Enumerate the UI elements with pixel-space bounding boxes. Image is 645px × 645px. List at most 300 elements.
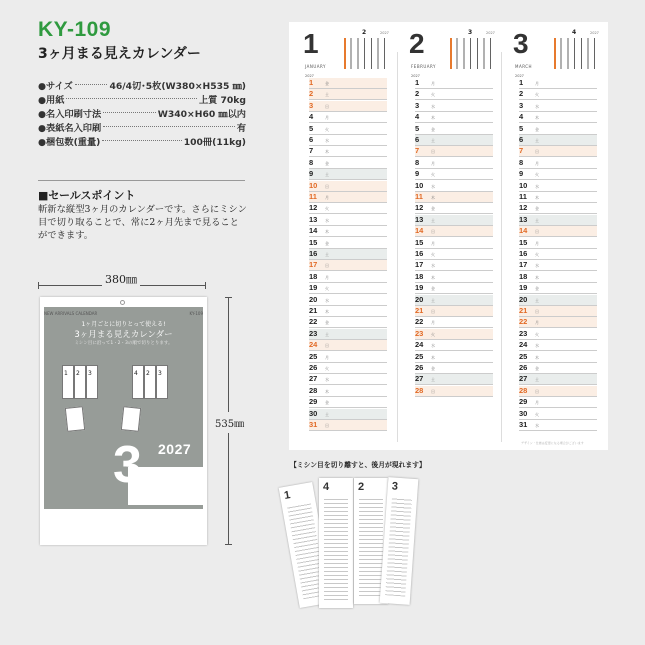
weekday: 月 xyxy=(535,320,539,326)
day-row xyxy=(309,272,387,283)
cover-panel-number: 4 xyxy=(134,370,138,377)
weekday: 火 xyxy=(535,411,539,417)
day-row xyxy=(309,135,387,146)
spec-row xyxy=(38,78,246,92)
cover-panel-left xyxy=(74,365,86,399)
day-number: 9 xyxy=(519,169,524,179)
weekday: 火 xyxy=(325,286,329,292)
day-number: 18 xyxy=(519,271,528,281)
day-row xyxy=(415,283,493,294)
sheet-lines xyxy=(359,498,383,596)
weekday: 木 xyxy=(535,195,539,200)
weekday: 金 xyxy=(431,366,435,371)
weekday: 火 xyxy=(325,126,329,132)
cover-panel-number: 1 xyxy=(64,370,68,377)
weekday: 月 xyxy=(535,400,539,406)
day-row xyxy=(519,260,597,271)
mini-calendar-grid xyxy=(450,38,497,69)
day-row xyxy=(519,283,597,294)
day-number: 27 xyxy=(519,374,528,384)
cover-tear-sheet xyxy=(121,406,141,432)
weekday: 木 xyxy=(535,354,539,360)
day-number: 6 xyxy=(519,135,524,144)
day-number: 16 xyxy=(519,249,528,258)
day-row xyxy=(415,158,493,169)
day-number: 4 xyxy=(415,112,420,122)
weekday: 木 xyxy=(325,388,329,394)
day-row xyxy=(309,226,387,237)
day-number: 10 xyxy=(415,180,424,190)
day-row xyxy=(519,158,597,169)
day-row xyxy=(519,363,597,374)
month-name: FEBRUARY xyxy=(411,64,436,69)
day-number: 4 xyxy=(519,112,524,122)
day-row xyxy=(519,238,597,249)
sheet-number: 4 xyxy=(323,481,330,493)
day-row xyxy=(415,272,493,283)
weekday: 月 xyxy=(535,160,539,166)
day-row xyxy=(309,89,387,100)
weekday: 日 xyxy=(325,103,329,109)
day-row xyxy=(309,352,387,363)
spec-row xyxy=(38,92,246,106)
spec-key: ●名入印刷寸法 xyxy=(38,109,102,120)
day-number: 28 xyxy=(519,385,528,395)
day-row xyxy=(309,124,387,135)
day-row xyxy=(519,295,597,306)
weekday: 木 xyxy=(535,115,539,121)
cover-tear-sheet xyxy=(65,406,85,432)
day-row xyxy=(519,397,597,408)
spec-leader xyxy=(66,98,197,99)
day-number: 25 xyxy=(519,351,528,361)
day-number: 27 xyxy=(309,374,318,384)
day-row xyxy=(519,101,597,112)
spec-row xyxy=(38,106,246,120)
weekday: 日 xyxy=(431,149,435,155)
day-row xyxy=(309,158,387,169)
day-number: 23 xyxy=(309,328,318,338)
cover-subtitle: 1ヶ月ごとに切りとって使える! xyxy=(81,321,166,328)
day-row xyxy=(519,329,597,340)
weekday: 水 xyxy=(535,183,539,189)
day-row xyxy=(309,169,387,180)
section-divider xyxy=(38,180,245,181)
day-number: 12 xyxy=(309,203,318,213)
day-row xyxy=(415,215,493,226)
day-number: 21 xyxy=(519,306,528,315)
day-row xyxy=(309,329,387,340)
weekday: 木 xyxy=(431,354,435,360)
weekday: 火 xyxy=(535,92,539,98)
day-number: 17 xyxy=(309,260,318,270)
cover-panel-right xyxy=(144,365,156,399)
spec-value: 100冊(11kg) xyxy=(183,137,246,148)
weekday: 日 xyxy=(535,229,539,235)
day-row xyxy=(309,112,387,123)
weekday: 水 xyxy=(431,263,435,269)
weekday: 金 xyxy=(325,81,329,86)
day-row xyxy=(309,101,387,112)
weekday: 水 xyxy=(325,138,329,143)
weekday: 金 xyxy=(325,160,329,166)
weekday: 木 xyxy=(431,115,435,121)
weekday: 日 xyxy=(535,388,539,394)
day-row xyxy=(415,249,493,260)
cover-title: 3ヶ月まる見えカレンダー xyxy=(74,330,173,340)
perforation-line xyxy=(501,52,502,442)
day-number: 28 xyxy=(309,385,318,395)
day-number: 2 xyxy=(309,89,314,99)
mini-calendar-grid xyxy=(344,38,391,69)
day-number: 12 xyxy=(519,203,528,213)
day-row xyxy=(309,146,387,157)
cover-calendar-label: CALENDAR xyxy=(160,479,197,486)
day-number: 20 xyxy=(309,294,318,304)
weekday: 月 xyxy=(431,160,435,166)
day-number: 31 xyxy=(519,420,528,429)
day-row xyxy=(309,249,387,260)
month-year: 2027 xyxy=(411,74,420,78)
day-row xyxy=(519,112,597,123)
weekday: 土 xyxy=(325,92,329,98)
cover-top-left: NEW ARRIVALS CALENDAR xyxy=(44,311,98,316)
weekday: 金 xyxy=(325,400,329,406)
weekday: 水 xyxy=(325,377,329,383)
weekday: 月 xyxy=(535,81,539,86)
day-number: 22 xyxy=(415,317,424,327)
cover-panel-left xyxy=(62,365,74,399)
day-row xyxy=(519,306,597,317)
day-row xyxy=(309,295,387,306)
weekday: 土 xyxy=(535,217,539,223)
day-row xyxy=(519,135,597,146)
day-number: 19 xyxy=(309,283,318,293)
weekday: 月 xyxy=(325,354,329,360)
weekday: 木 xyxy=(325,309,329,314)
cover-description: ミシン目に沿って1・2・3の順で切りとります。 xyxy=(74,341,173,346)
day-row xyxy=(415,124,493,135)
spec-leader xyxy=(75,84,108,85)
day-number: 13 xyxy=(309,214,318,224)
day-number: 18 xyxy=(415,271,424,281)
day-row xyxy=(415,260,493,271)
day-number: 23 xyxy=(415,328,424,338)
day-row xyxy=(309,215,387,226)
month-name: MARCH xyxy=(515,64,533,69)
weekday: 水 xyxy=(431,183,435,189)
weekday: 月 xyxy=(431,320,435,326)
cover-panel-number: 2 xyxy=(76,370,80,377)
weekday: 月 xyxy=(431,81,435,86)
sales-point-text: 斬新な縦型3ヶ月のカレンダーです。さらにミシン目で切り取ることで、常に2ヶ月先まで見ることができます。 xyxy=(38,204,247,241)
weekday: 金 xyxy=(535,286,539,292)
weekday: 火 xyxy=(431,172,435,178)
sheet-number: 1 xyxy=(283,489,292,502)
weekday: 土 xyxy=(325,172,329,178)
mini-calendar-sunday xyxy=(450,38,452,69)
product-code: KY-109 xyxy=(38,18,112,41)
day-number: 8 xyxy=(309,157,314,167)
day-row xyxy=(415,238,493,249)
weekday: 日 xyxy=(431,229,435,235)
weekday: 木 xyxy=(325,149,329,155)
day-number: 3 xyxy=(519,100,524,110)
cover-top-right: KY-109 xyxy=(189,311,203,316)
day-number: 14 xyxy=(415,226,424,236)
day-row xyxy=(415,352,493,363)
day-number: 6 xyxy=(415,135,420,144)
day-row xyxy=(519,272,597,283)
day-row xyxy=(415,192,493,203)
spec-row xyxy=(38,134,246,148)
day-number: 29 xyxy=(309,397,318,407)
cut-note: 【ミシン目を切り離すと、後月が現れます】 xyxy=(290,461,426,469)
mini-calendar-month: 2 xyxy=(362,29,367,36)
day-row xyxy=(309,386,387,397)
day-number: 10 xyxy=(309,180,318,190)
cover-panel-right xyxy=(156,365,168,399)
day-number: 5 xyxy=(309,123,314,133)
weekday: 土 xyxy=(325,252,329,257)
day-number: 22 xyxy=(309,317,318,327)
weekday: 木 xyxy=(325,229,329,235)
cover-big-number: 3 xyxy=(113,436,142,494)
day-row xyxy=(519,226,597,237)
day-number: 2 xyxy=(415,89,420,99)
day-number: 28 xyxy=(415,385,424,395)
weekday: 火 xyxy=(535,331,539,337)
sheet-lines xyxy=(385,497,412,596)
weekday: 火 xyxy=(431,92,435,98)
day-row xyxy=(309,409,387,420)
spec-leader xyxy=(103,126,235,127)
day-row xyxy=(519,181,597,192)
month-column xyxy=(407,22,501,450)
day-number: 10 xyxy=(519,180,528,190)
weekday: 月 xyxy=(431,240,435,246)
day-number: 23 xyxy=(519,328,528,338)
month-number: 3 xyxy=(513,28,529,59)
day-number: 19 xyxy=(415,283,424,293)
day-number: 22 xyxy=(519,317,528,327)
spec-key: ●用紙 xyxy=(38,95,65,106)
day-row xyxy=(415,101,493,112)
day-number: 9 xyxy=(309,169,314,179)
weekday: 金 xyxy=(535,206,539,212)
day-number: 5 xyxy=(415,123,420,133)
month-year: 2027 xyxy=(305,74,314,78)
day-row xyxy=(309,260,387,271)
day-row xyxy=(519,420,597,431)
weekday: 水 xyxy=(325,217,329,223)
day-number: 5 xyxy=(519,123,524,133)
day-number: 11 xyxy=(309,192,317,201)
month-number: 1 xyxy=(303,28,319,59)
sheet-number: 3 xyxy=(391,480,399,493)
product-name: 3ヶ月まる見えカレンダー xyxy=(38,46,201,62)
weekday: 水 xyxy=(535,103,539,109)
day-number: 20 xyxy=(519,294,528,304)
day-number: 14 xyxy=(309,226,318,236)
mini-calendar xyxy=(450,29,497,69)
weekday: 土 xyxy=(431,138,435,143)
day-number: 7 xyxy=(415,146,420,156)
spec-value: W340×H60 ㎜以内 xyxy=(157,109,246,120)
day-number: 2 xyxy=(519,89,524,99)
day-row xyxy=(519,374,597,385)
cover-panel-number: 3 xyxy=(88,370,92,377)
weekday: 月 xyxy=(325,274,329,280)
weekday: 金 xyxy=(535,366,539,371)
day-number: 24 xyxy=(415,340,424,350)
day-row xyxy=(415,203,493,214)
day-row xyxy=(415,295,493,306)
day-number: 15 xyxy=(309,237,318,247)
weekday: 水 xyxy=(535,263,539,269)
day-row xyxy=(415,89,493,100)
weekday: 火 xyxy=(535,252,539,257)
spec-leader xyxy=(102,140,181,141)
day-row xyxy=(309,192,387,203)
weekday: 火 xyxy=(325,366,329,371)
weekday: 木 xyxy=(535,274,539,280)
weekday: 土 xyxy=(325,411,329,417)
day-number: 1 xyxy=(519,78,524,87)
weekday: 土 xyxy=(325,331,329,337)
day-number: 18 xyxy=(309,271,318,281)
day-row xyxy=(415,169,493,180)
day-number: 12 xyxy=(415,203,424,213)
day-number: 16 xyxy=(309,249,318,258)
day-number: 7 xyxy=(309,146,314,156)
weekday: 月 xyxy=(535,240,539,246)
day-number: 17 xyxy=(415,260,424,270)
day-number: 9 xyxy=(415,169,420,179)
day-row xyxy=(309,340,387,351)
day-number: 13 xyxy=(519,214,528,224)
day-row xyxy=(519,215,597,226)
weekday: 土 xyxy=(535,377,539,383)
day-row xyxy=(519,78,597,89)
day-number: 27 xyxy=(415,374,424,384)
cover-panel-right xyxy=(132,365,144,399)
day-row xyxy=(309,306,387,317)
day-row xyxy=(519,352,597,363)
day-number: 15 xyxy=(519,237,528,247)
day-row xyxy=(415,226,493,237)
sales-point-title: ■セールスポイント xyxy=(38,189,136,202)
spec-value: 上質 70kg xyxy=(198,95,246,106)
day-row xyxy=(519,317,597,328)
day-row xyxy=(519,192,597,203)
day-number: 24 xyxy=(519,340,528,350)
day-row xyxy=(519,409,597,420)
day-number: 21 xyxy=(309,306,318,315)
month-number: 2 xyxy=(409,28,425,59)
day-number: 30 xyxy=(309,408,318,418)
day-row xyxy=(309,317,387,328)
weekday: 日 xyxy=(325,183,329,189)
weekday: 水 xyxy=(431,343,435,349)
weekday: 日 xyxy=(431,388,435,394)
cover-panel-number: 2 xyxy=(146,370,150,377)
day-row xyxy=(309,181,387,192)
month-year: 2027 xyxy=(515,74,524,78)
cover-panel-number: 3 xyxy=(158,370,162,377)
cover-image xyxy=(40,297,207,545)
weekday: 火 xyxy=(431,252,435,257)
day-number: 21 xyxy=(415,306,424,315)
day-number: 24 xyxy=(309,340,318,350)
month-column xyxy=(511,22,605,450)
day-number: 4 xyxy=(309,112,314,122)
weekday: 金 xyxy=(325,240,329,246)
day-number: 30 xyxy=(519,408,528,418)
sheet-lines xyxy=(324,498,348,600)
weekday: 土 xyxy=(431,377,435,383)
day-number: 26 xyxy=(415,363,424,372)
cover-month-label: MONTH xyxy=(160,469,184,476)
day-number: 14 xyxy=(519,226,528,236)
day-row xyxy=(415,112,493,123)
weekday: 月 xyxy=(325,115,329,121)
weekday: 土 xyxy=(431,217,435,223)
day-number: 13 xyxy=(415,214,424,224)
weekday: 木 xyxy=(431,195,435,200)
perforation-line xyxy=(397,52,398,442)
weekday: 水 xyxy=(535,343,539,349)
hanging-hole xyxy=(120,300,125,305)
day-row xyxy=(309,238,387,249)
day-row xyxy=(309,397,387,408)
spec-value: 有 xyxy=(236,123,246,134)
mini-calendar-year: 2027 xyxy=(486,31,495,35)
mini-calendar-grid xyxy=(554,38,601,69)
day-row xyxy=(519,386,597,397)
day-row xyxy=(519,249,597,260)
day-row xyxy=(415,78,493,89)
day-row xyxy=(415,317,493,328)
weekday: 水 xyxy=(325,297,329,303)
day-number: 25 xyxy=(415,351,424,361)
sheet-number: 2 xyxy=(358,481,365,493)
day-number: 25 xyxy=(309,351,318,361)
day-number: 29 xyxy=(519,397,528,407)
day-number: 20 xyxy=(415,294,424,304)
day-number: 26 xyxy=(309,363,318,372)
day-row xyxy=(519,89,597,100)
day-row xyxy=(519,203,597,214)
mini-calendar-year: 2027 xyxy=(380,31,389,35)
day-number: 16 xyxy=(415,249,424,258)
weekday: 金 xyxy=(431,126,435,132)
day-row xyxy=(309,420,387,431)
day-row xyxy=(519,124,597,135)
spec-key: ●表紙名入印刷 xyxy=(38,123,102,134)
day-row xyxy=(309,363,387,374)
mini-calendar-month: 4 xyxy=(572,29,577,36)
weekday: 水 xyxy=(431,103,435,109)
day-number: 3 xyxy=(415,100,420,110)
spec-key: ●サイズ xyxy=(38,81,73,92)
day-row xyxy=(519,146,597,157)
mini-calendar-year: 2027 xyxy=(590,31,599,35)
mini-calendar xyxy=(344,29,391,69)
weekday: 日 xyxy=(325,263,329,269)
weekday: 月 xyxy=(325,195,329,200)
weekday: 金 xyxy=(431,286,435,292)
